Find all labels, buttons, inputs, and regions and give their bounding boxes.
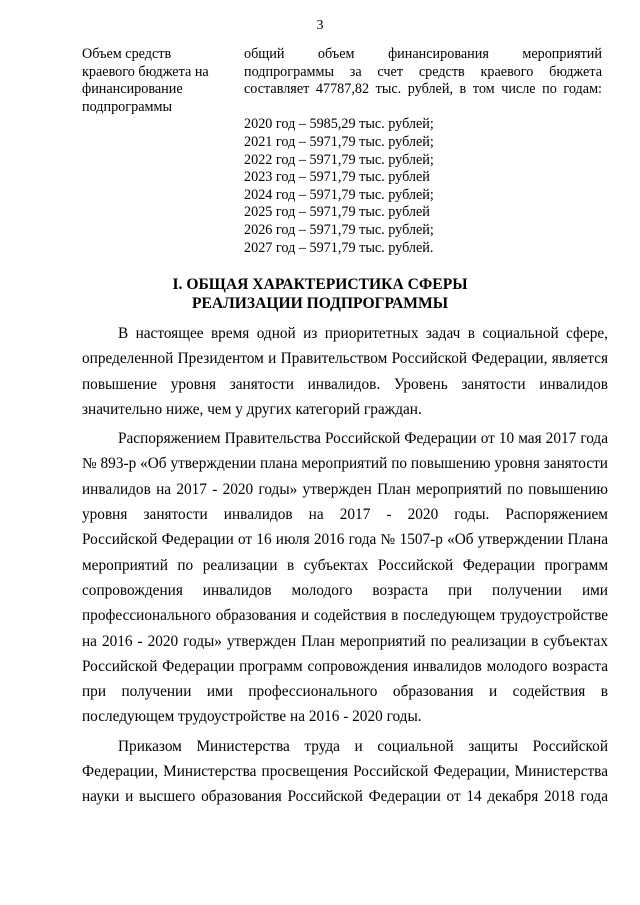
financing-label [82,46,232,116]
financing-description-line: составляет 47787,82 тыс. рублей, в том числе по годам: [244,81,602,98]
paragraph-line: повышение уровня занятости инвалидов. Уровень занятости инвалидов [82,375,608,393]
financing-years-list [244,116,602,257]
financing-year-item: 2025 год – 5971,79 тыс. рублей [244,204,430,221]
paragraph-line: сопровождения инвалидов молодого возраста при получении ими [82,581,608,599]
financing-description-line: общий объем финансирования мероприятий [244,46,602,62]
financing-description-line: подпрограммы за счет средств краевого бюджета [244,63,602,80]
section-heading-line: I. ОБЩАЯ ХАРАКТЕРИСТИКА СФЕРЫ [172,276,468,293]
financing-label-line: Объем средств [82,46,172,62]
financing-description [244,46,602,99]
paragraph-line: В настоящее время одной из приоритетных задач в социальной сфере, [118,325,608,342]
section-heading [0,275,640,313]
paragraph-line: профессионального образования и содействия в последующем трудоустройстве [82,607,608,625]
paragraph-line: Распоряжением Правительства Российской Федерации от 10 мая 2017 года [118,430,608,448]
paragraph-line: при получении ими профессионального образования и содействия в [82,683,608,701]
paragraph [82,426,608,730]
financing-label-line: финансирование [82,81,183,98]
paragraph-line: последующем трудоустройстве на 2016 - 2020 годы. [82,708,422,726]
page-number: 3 [316,18,324,33]
paragraph-line: уровня занятости инвалидов на 2017 - 2020 годы. Распоряжением [82,506,608,524]
paragraph-line: мероприятий по реализации в субъектах Российской Федерации программ [82,556,608,574]
paragraph-line: Федерации, Министерства просвещения Российской Федерации, Министерства [82,763,608,781]
paragraph [82,321,608,422]
financing-year-item: 2027 год – 5971,79 тыс. рублей. [244,239,434,256]
paragraph-line: № 893-р «Об утверждении плана мероприятий по повышению уровня занятости [82,455,608,473]
paragraph-line: определенной Президентом и Правительством Российской Федерации, является [82,350,608,368]
financing-label-line: краевого бюджета на [82,63,209,80]
financing-year-item: 2021 год – 5971,79 тыс. рублей; [244,133,434,150]
paragraph-line: науки и высшего образования Российской Федерации от 14 декабря 2018 года [82,788,608,806]
financing-year-item: 2022 год – 5971,79 тыс. рублей; [244,151,434,168]
paragraph-line: значительно ниже, чем у других категорий граждан. [82,400,422,418]
body-text [82,321,608,810]
financing-year-item: 2026 год – 5971,79 тыс. рублей; [244,221,434,238]
paragraph-line: Приказом Министерства труда и социальной защиты Российской [118,737,608,755]
financing-year-item: 2023 год – 5971,79 тыс. рублей [244,169,430,186]
paragraph-line: на 2016 - 2020 годы» утвержден План мероприятий по реализации в субъектах [82,632,608,650]
paragraph-line: Российской Федерации программ сопровождения инвалидов молодого возраста [82,657,608,675]
paragraph-line: инвалидов на 2017 - 2020 годы» утвержден План мероприятий по повышению [82,480,608,498]
paragraph [82,734,608,810]
section-heading-line: РЕАЛИЗАЦИИ ПОДПРОГРАММЫ [191,295,449,312]
financing-year-item: 2020 год – 5985,29 тыс. рублей; [244,116,434,133]
financing-year-item: 2024 год – 5971,79 тыс. рублей; [244,186,434,203]
financing-label-line: подпрограммы [82,98,172,115]
paragraph-line: Российской Федерации от 16 июля 2016 года № 1507-р «Об утверждении Плана [82,531,608,549]
